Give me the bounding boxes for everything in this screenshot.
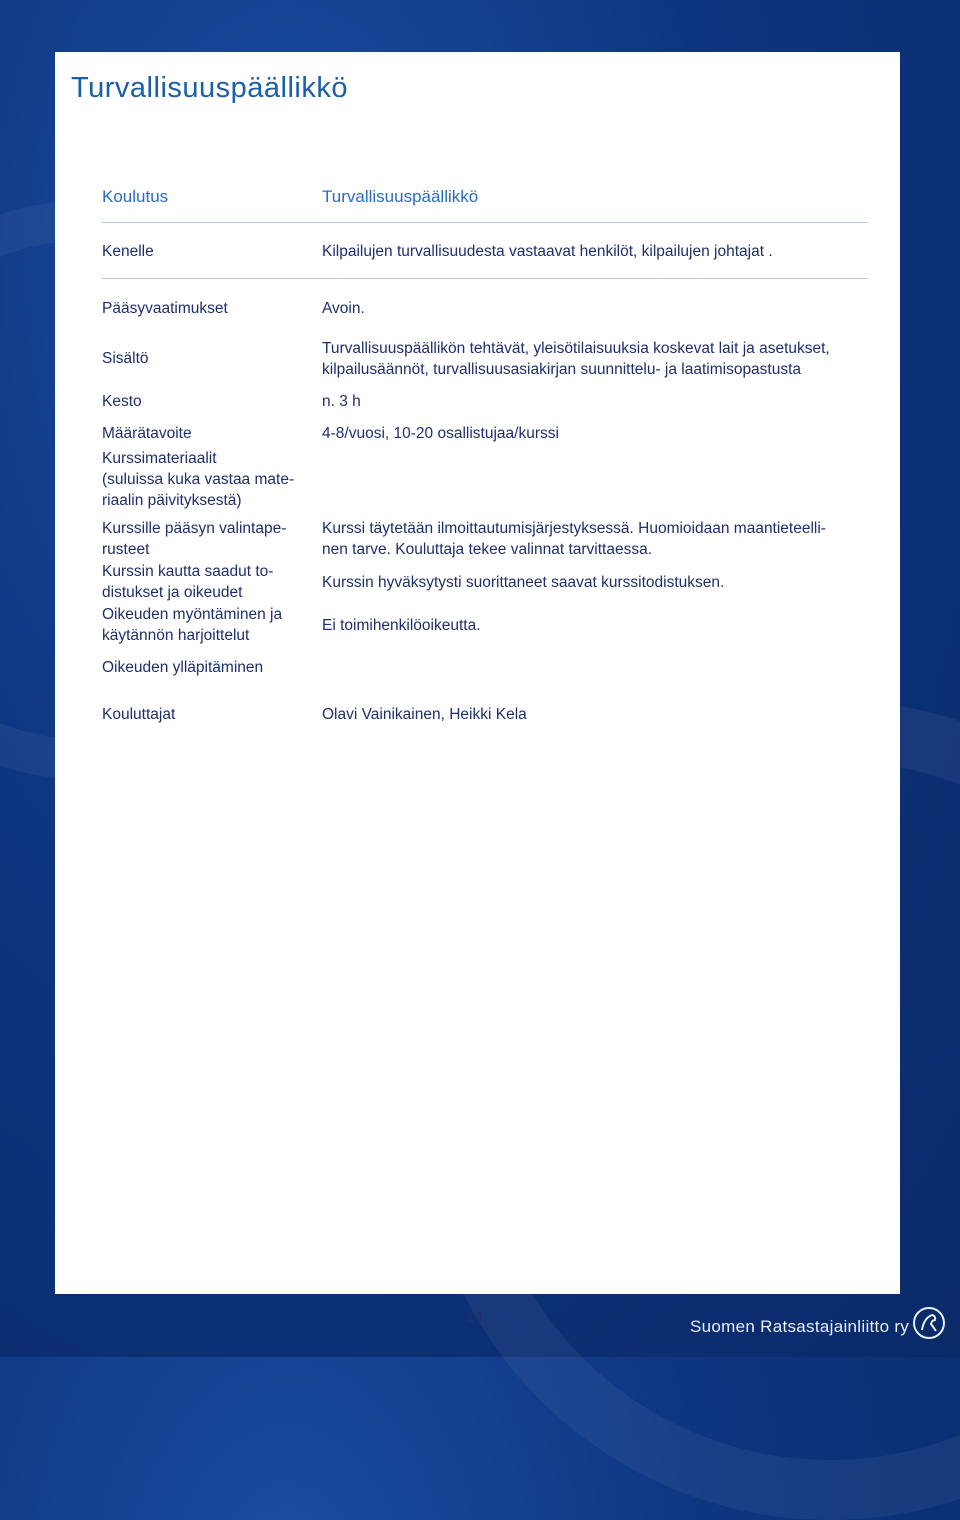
label-valintaperusteet-line2: rusteet	[102, 541, 150, 558]
label-maaratavoite: Määrätavoite	[102, 425, 192, 442]
label-todistukset-line2: distukset ja oikeudet	[102, 584, 243, 601]
value-myontaminen: Ei toimihenkilöoikeutta.	[322, 617, 481, 634]
label-kouluttajat: Kouluttajat	[102, 706, 176, 723]
label-sisalto: Sisältö	[102, 350, 149, 367]
value-kenelle: Kilpailujen turvallisuudesta vastaavat henkilöt, kilpailujen johtajat .	[322, 243, 773, 260]
value-paasyvaatimukset: Avoin.	[322, 300, 365, 317]
label-koulutus: Koulutus	[102, 187, 169, 206]
value-todistukset: Kurssin hyväksytysti suorittaneet saavat kurssitodistuksen.	[322, 574, 725, 591]
page-title: Turvallisuuspäällikkö	[71, 72, 348, 104]
label-kurssimateriaalit-line3: riaalin päivityksestä)	[102, 492, 242, 509]
horse-logo-icon	[912, 1306, 946, 1340]
label-paasyvaatimukset: Pääsyvaatimukset	[102, 300, 228, 317]
divider	[102, 278, 868, 279]
value-kouluttajat: Olavi Vainikainen, Heikki Kela	[322, 706, 527, 723]
value-koulutus: Turvallisuuspäällikkö	[322, 187, 479, 206]
value-maaratavoite: 4-8/vuosi, 10-20 osallistujaa/kurssi	[322, 425, 559, 442]
label-valintaperusteet-line1: Kurssille pääsyn valintape-	[102, 520, 287, 537]
label-kesto: Kesto	[102, 393, 142, 410]
value-sisalto-line2: kilpailusäännöt, turvallisuusasiakirjan suunnittelu- ja laatimisopastusta	[322, 361, 802, 378]
value-valintaperusteet-line2: nen tarve. Kouluttaja tekee valinnat tarvittaessa.	[322, 541, 653, 558]
value-valintaperusteet-line1: Kurssi täytetään ilmoittautumisjärjestyksessä. Huomioidaan maantieteelli-	[322, 520, 826, 537]
page-number: 14	[466, 1309, 483, 1326]
label-myontaminen-line2: käytännön harjoittelut	[102, 627, 250, 644]
label-todistukset-line1: Kurssin kautta saadut to-	[102, 563, 274, 580]
label-kurssimateriaalit-line2: (suluissa kuka vastaa mate-	[102, 471, 295, 488]
brand-name: Suomen Ratsastajainliitto ry	[690, 1317, 910, 1336]
label-kurssimateriaalit-line1: Kurssimateriaalit	[102, 450, 217, 467]
label-yllapitaminen: Oikeuden ylläpitäminen	[102, 659, 264, 676]
document-page	[55, 52, 900, 1294]
value-kesto: n. 3 h	[322, 393, 361, 410]
label-myontaminen-line1: Oikeuden myöntäminen ja	[102, 606, 283, 623]
divider	[102, 222, 868, 223]
label-kenelle: Kenelle	[102, 243, 154, 260]
value-sisalto-line1: Turvallisuuspäällikön tehtävät, yleisötilaisuuksia koskevat lait ja asetukset,	[322, 340, 830, 357]
